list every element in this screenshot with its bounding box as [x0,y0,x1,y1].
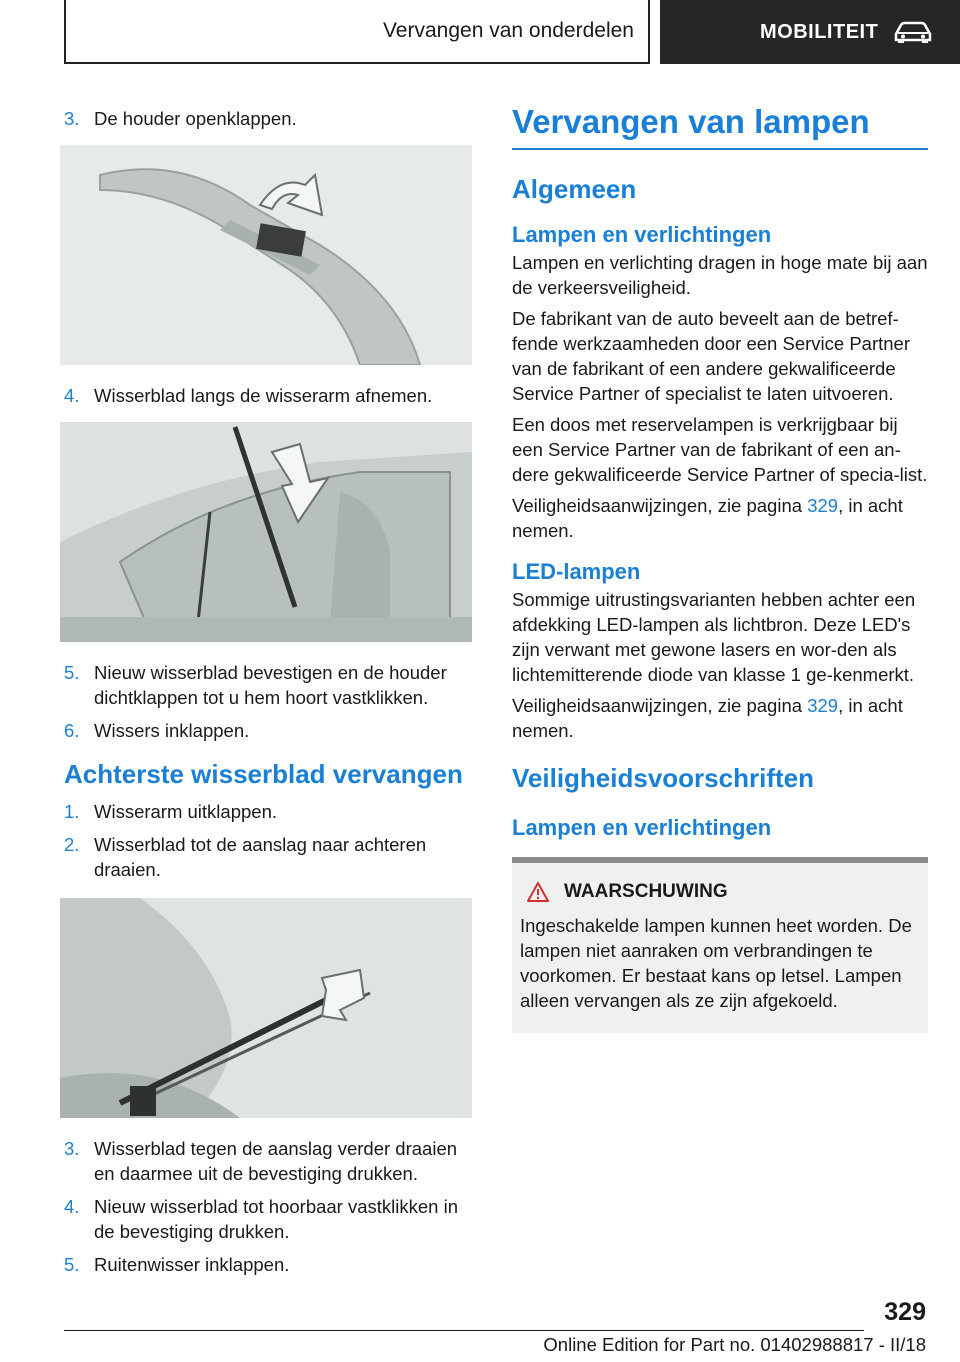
paragraph: Lampen en verlichting dragen in hoge mate bij aan de verkeersveiligheid. [512,252,928,298]
header-chapter-title: MOBILITEIT [760,20,879,43]
subheading-safety-lamps: Lampen en verlichtingen [512,815,772,840]
warning-text: Ingeschakelde lampen kunnen heet worden. De lampen niet aanraken om verbrandingen te voorkomen. Er bestaat kans op letsel. Lampen alleen vervangen als ze zijn afgekoeld. [520,915,912,1011]
section-heading-rear-wiper: Achterste wisserblad vervangen [64,759,463,789]
list-item: 1. Wisserarm uitklappen. [64,801,278,822]
page-title: Vervangen van lampen [512,100,928,150]
list-item: 2. Wisserblad tot de aanslag naar achteren draaien. [64,834,427,880]
footer-divider [64,1330,864,1331]
paragraph: Veiligheidsaanwijzingen, zie pagina 329, in acht nemen. [512,495,903,541]
subheading-led: LED-lampen [512,559,641,584]
list-item: 3. De houder openklappen. [64,108,297,129]
footer-edition: Online Edition for Part no. 01402988817 - II/18 [543,1334,926,1355]
header-chapter-tab [660,0,960,64]
wiper-holder-illustration [60,145,472,365]
page-reference-link[interactable]: 329 [807,495,839,516]
list-item: 6. Wissers inklappen. [64,720,250,741]
list-item: 5. Nieuw wisserblad bevestigen en de houder dichtklappen tot u hem hoort vastklikken. [64,662,447,708]
list-item: 3. Wisserblad tegen de aanslag verder draaien en daarmee uit de bevestiging drukken. [64,1138,458,1184]
header-section-title: Vervangen van onderdelen [382,19,634,42]
warning-triangle-icon [526,881,550,903]
list-item: 5. Ruitenwisser inklappen. [64,1254,290,1275]
rear-wiper-illustration [60,898,472,1118]
header-section-box [64,0,650,64]
left-column [64,100,476,1285]
wiper-blade-removal-illustration [60,422,472,642]
car-icon [892,20,934,44]
paragraph: Een doos met reservelampen is verkrijgbaar bij een Service Partner van de fabrikant of een an-dere gekwalificeerde Service Partner of specia-list. [512,414,928,485]
paragraph: De fabrikant van de auto beveelt aan de betref-fende werkzaamheden door een Service Partner van de fabrikant of een andere gekwalificeerde Service Partner of specialist te laten uitvoeren. [512,308,910,404]
warning-box [512,857,928,1033]
page-number: 329 [884,1298,926,1326]
section-heading-safety: Veiligheidsvoorschriften [512,763,814,793]
list-item: 4. Wisserblad langs de wisserarm afnemen. [64,385,433,406]
list-item: 4. Nieuw wisserblad tot hoorbaar vastklikken in de bevestiging drukken. [64,1196,459,1242]
warning-label: WAARSCHUWING [564,881,728,902]
right-column [512,100,928,1033]
section-heading-general: Algemeen [512,174,637,204]
page-reference-link[interactable]: 329 [807,695,839,716]
subheading-lamps: Lampen en verlichtingen [512,222,772,247]
paragraph: Veiligheidsaanwijzingen, zie pagina 329, in acht nemen. [512,695,903,741]
paragraph: Sommige uitrustingsvarianten hebben achter een afdekking LED-lampen als lichtbron. Deze LED's zijn verwant met gewone lasers en wor-den als lichtemitterende diode van klasse 1 ge-kenmerkt. [512,589,916,685]
